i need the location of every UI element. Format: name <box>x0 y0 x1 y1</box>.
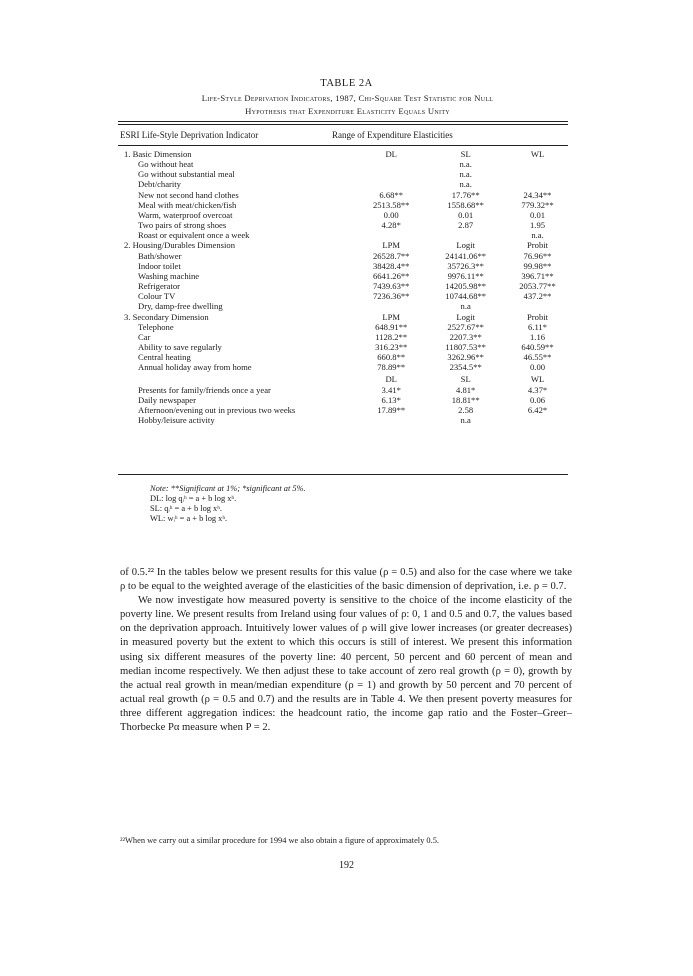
table-row <box>118 342 568 352</box>
table-row <box>118 322 568 332</box>
table-row <box>118 159 568 169</box>
table-row <box>118 149 568 159</box>
table-row <box>118 169 568 179</box>
column-header-elasticities: Range of Expenditure Elasticities <box>332 130 453 140</box>
row-label: Annual holiday away from home <box>138 362 252 373</box>
table-row <box>118 415 568 425</box>
row-label: Hobby/leisure activity <box>138 415 215 426</box>
row-label: Two pairs of strong shoes <box>138 220 227 231</box>
table-top-rule-double <box>118 124 568 125</box>
row-value-v2: 2.87 <box>458 220 474 231</box>
row-value-v3: 1.95 <box>530 220 546 231</box>
row-label: Dry, damp-free dwelling <box>138 301 223 312</box>
significance-note: Note: **Significant at 1%; *significant at 5%. <box>150 484 306 493</box>
row-value-v2: 3262.96** <box>447 352 484 363</box>
row-value-v3: 0.06 <box>530 394 546 405</box>
paragraph-2: We now investigate how measured poverty is sensitive to the choice of the income elasticity of the poverty line. We present results from Ireland using four values of ρ: 0, 1 and 0.5 and 0.7, the values based on the deprivation approach. Intuitively lower values of ρ will give lower increases (or greater decreases) in measured poverty but the extent to which this occurs is still of interest. We present this information using six different measures of the poverty line: 40 percent, 50 percent and 60 percent of mean and median income respectively. We then adjust these to take account of zero real growth (ρ = 0), growth by the actual real growth in mean/median expenditure (ρ = 1) and growth by 50 percent and 70 percent of actual real growth (ρ = 0.5 and 0.7) and the results are in Table 4. We then present poverty measures for three different aggregation indices: the headcount ratio, the income gap ratio and the Foster–Greer–Thorbecke Pα measure when P = 2. <box>120 595 572 734</box>
row-label: Meal with meat/chicken/fish <box>138 199 237 210</box>
table-row <box>118 385 568 395</box>
row-label: Central heating <box>138 352 191 363</box>
row-value-v1 <box>358 169 424 179</box>
row-value-v3: WL <box>530 374 545 385</box>
row-value-v1: 6.13* <box>381 394 401 405</box>
row-value-v2: 2.58 <box>458 404 474 415</box>
row-label: Roast or equivalent once a week <box>138 230 250 241</box>
row-value-v2: SL <box>460 149 471 159</box>
row-value-v2: 24141.06** <box>445 250 487 261</box>
row-value-v2: SL <box>460 374 471 385</box>
table-row <box>118 230 568 240</box>
table-header-rule <box>118 145 568 146</box>
row-value-v3: 24.34** <box>523 189 552 200</box>
row-value-v3: 0.01 <box>530 209 546 220</box>
row-value-v2: 9976.11** <box>447 270 484 281</box>
table-row <box>118 261 568 271</box>
row-label: Refrigerator <box>138 281 180 292</box>
row-value-v2: Logit <box>456 240 475 251</box>
row-value-v2: 11807.53** <box>445 341 486 352</box>
row-value-v1: DL <box>385 374 397 385</box>
table-row <box>118 190 568 200</box>
table-row <box>118 271 568 281</box>
row-value-v2: 2354.5** <box>449 362 482 373</box>
row-label: Warm, waterproof overcoat <box>138 209 233 220</box>
table-bottom-rule <box>118 474 568 475</box>
row-value-v1: 17.89** <box>377 404 406 415</box>
row-value-v3: 2053.77** <box>519 281 556 292</box>
row-value-v3: Probit <box>527 311 549 322</box>
row-value-v1: 648.91** <box>375 321 408 332</box>
row-label: New not second hand clothes <box>138 189 239 200</box>
table-row <box>118 251 568 261</box>
row-label: Indoor toilet <box>138 260 181 271</box>
table-row <box>118 332 568 342</box>
row-value-v2: 2207.3** <box>449 331 482 342</box>
table-notes <box>150 484 306 524</box>
row-value-v1 <box>358 415 424 425</box>
row-value-v2: 0.01 <box>458 209 474 220</box>
row-label: Presents for family/friends once a year <box>138 384 271 395</box>
table-row <box>118 395 568 405</box>
row-label: Telephone <box>138 321 174 332</box>
row-label: Daily newspaper <box>138 394 196 405</box>
row-value-v2: 4.81* <box>456 384 476 395</box>
row-value-v3 <box>507 169 568 179</box>
table-row <box>118 362 568 372</box>
row-label: Debt/charity <box>138 179 181 190</box>
row-label: Car <box>138 331 151 342</box>
table-row <box>118 352 568 362</box>
row-value-v1 <box>358 179 424 189</box>
row-value-v1: 6.68** <box>379 189 404 200</box>
row-value-v2: n.a. <box>459 159 472 170</box>
row-value-v2 <box>424 230 507 240</box>
formula-dl: DL: log qᵢʰ = a + b log xʰ. <box>150 494 237 503</box>
row-value-v1: 0.00 <box>383 209 399 220</box>
row-value-v3: 640.59** <box>521 341 554 352</box>
table-row <box>118 291 568 301</box>
row-value-v3: 99.98** <box>523 260 552 271</box>
row-value-v1: 78.89** <box>377 362 406 373</box>
table-row <box>118 301 568 311</box>
row-value-v2: 18.81** <box>451 394 480 405</box>
row-label <box>118 372 358 384</box>
row-value-v2: 17.76** <box>451 189 480 200</box>
row-value-v2: n.a <box>460 415 471 426</box>
column-header-indicator: ESRI Life-Style Deprivation Indicator <box>120 130 259 140</box>
row-value-v3 <box>507 179 568 189</box>
row-value-v3 <box>507 159 568 169</box>
row-value-v3 <box>507 415 568 425</box>
row-value-v1: 1128.2** <box>375 331 408 342</box>
row-label: 2. Housing/Durables Dimension <box>124 240 235 251</box>
table-row <box>118 179 568 189</box>
row-value-v2: 1558.68** <box>447 199 484 210</box>
table-top-rule <box>118 121 568 122</box>
body-text <box>120 566 572 735</box>
row-value-v2: 35726.3** <box>447 260 484 271</box>
table-caption-line1: Life-Style Deprivation Indicators, 1987, Chi-Square Test Statistic for Null <box>201 93 494 103</box>
row-value-v2: Logit <box>456 311 475 322</box>
row-value-v1: 38428.4** <box>372 260 410 271</box>
row-value-v1: 26528.7** <box>372 250 410 261</box>
table-row <box>118 372 568 384</box>
formula-sl: SL: qᵢʰ = a + b log xʰ. <box>150 504 223 513</box>
formula-wl: WL: wᵢʰ = a + b log xʰ. <box>150 514 228 523</box>
row-label: Go without substantial meal <box>138 169 235 180</box>
row-value-v2: 2527.67** <box>447 321 484 332</box>
row-value-v3: 6.11* <box>528 321 548 332</box>
row-value-v3: 437.2** <box>523 291 552 302</box>
row-label: 1. Basic Dimension <box>124 149 192 159</box>
page-number: 192 <box>339 860 354 871</box>
table-row <box>118 281 568 291</box>
row-label: Bath/shower <box>138 250 182 261</box>
table-caption-line2: Hypothesis that Expenditure Elasticity Equals Unity <box>245 106 450 116</box>
row-value-v3: 396.71** <box>521 270 554 281</box>
row-value-v3: 46.55** <box>523 352 552 363</box>
table-title: TABLE 2A <box>320 78 373 89</box>
table-row <box>118 220 568 230</box>
row-value-v1: DL <box>385 149 397 159</box>
row-value-v2: n.a. <box>459 169 472 180</box>
row-value-v3: n.a. <box>531 230 544 241</box>
row-value-v1 <box>358 230 424 240</box>
row-value-v3: 6.42* <box>527 404 548 415</box>
data-table <box>118 149 568 425</box>
row-label: Go without heat <box>138 159 194 170</box>
row-value-v1: 2513.58** <box>372 199 410 210</box>
row-value-v3: 779.32** <box>521 199 554 210</box>
row-value-v1: 4.28* <box>381 220 401 231</box>
table-row <box>118 405 568 415</box>
row-value-v1: LPM <box>382 240 401 251</box>
table-row <box>118 210 568 220</box>
row-value-v1: 316.23** <box>375 341 408 352</box>
row-value-v2: n.a <box>460 301 471 312</box>
table-row <box>118 240 568 250</box>
row-value-v3: 4.37* <box>527 384 548 395</box>
row-value-v3: 0.00 <box>530 362 546 373</box>
paragraph-1: of 0.5.²² In the tables below we present results for this value (ρ = 0.5) and also for the case where we take ρ to be equal to the weighted average of the elasticities of the basic dimension of deprivation, i.e. ρ = 0.7. <box>120 567 572 593</box>
row-value-v1: 6641.26** <box>372 270 410 281</box>
row-value-v1 <box>358 301 424 311</box>
row-label: Colour TV <box>138 291 176 302</box>
row-value-v1: 7236.36** <box>372 291 410 302</box>
row-value-v1: 660.8** <box>377 352 406 363</box>
row-value-v3: 76.96** <box>523 250 552 261</box>
row-label: 3. Secondary Dimension <box>124 311 209 322</box>
row-value-v1: LPM <box>382 311 401 322</box>
row-label: Ability to save regularly <box>138 341 222 352</box>
row-value-v1: 3.41* <box>381 384 401 395</box>
row-label: Afternoon/evening out in previous two weeks <box>138 404 296 415</box>
row-value-v3: 1.16 <box>530 331 546 342</box>
footnote: ²²When we carry out a similar procedure for 1994 we also obtain a figure of approximately 0.5. <box>120 836 439 845</box>
row-value-v3: WL <box>530 149 545 159</box>
row-value-v2: n.a. <box>459 179 472 190</box>
table-row <box>118 312 568 322</box>
row-value-v3: Probit <box>527 240 549 251</box>
row-label: Washing machine <box>138 270 200 281</box>
row-value-v2: 10744.68** <box>445 291 487 302</box>
row-value-v1: 7439.63** <box>372 281 410 292</box>
row-value-v3 <box>507 301 568 311</box>
row-value-v2: 14205.98** <box>445 281 487 292</box>
row-value-v1 <box>358 159 424 169</box>
table-row <box>118 200 568 210</box>
